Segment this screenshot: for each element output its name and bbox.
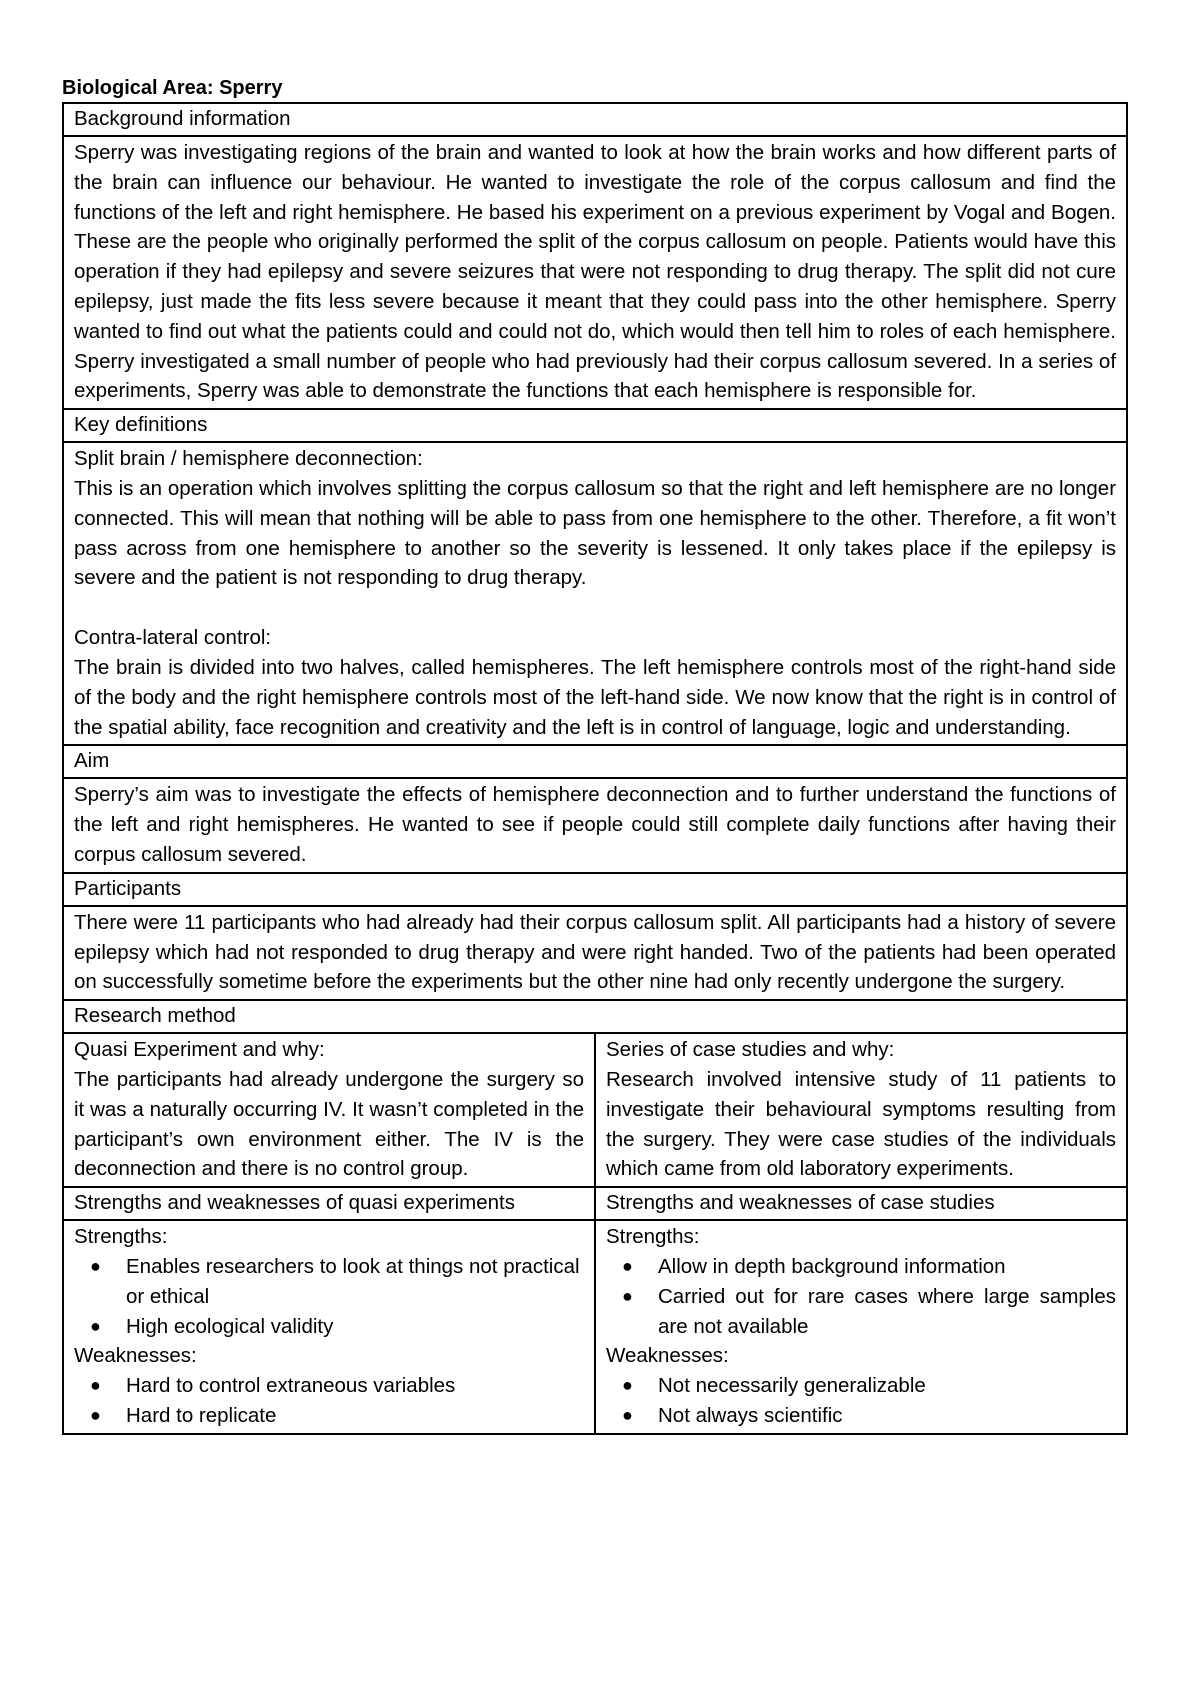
bullet-dot-icon: ● [90,1404,101,1425]
bullet-dot-icon: ● [622,1375,633,1396]
document-title: Biological Area: Sperry [62,77,283,99]
case-strengths-list [606,1252,1116,1341]
list-item [90,1401,584,1431]
research-method-body-row [63,1033,1127,1187]
key-definitions-heading: Key definitions [63,409,1127,442]
split-brain-text: This is an operation which involves splitting the corpus callosum so that the right and left hemisphere are no longer connected. This will mean that nothing will be able to pass from one hemisphere to the other. Therefore, a fit won’t pass across from one hemisphere to another so the severity is lessened. It only takes place if the epilepsy is severe and the patient is not responding to drug therapy. [74,476,1117,590]
sw-case-cell [595,1220,1127,1434]
case-studies-cell [595,1033,1127,1187]
paragraph-gap [74,593,1116,623]
list-item-text: Not always scientific [658,1403,843,1427]
case-studies-title: Series of case studies and why: [606,1038,895,1062]
key-definitions-body-row [63,442,1127,745]
sw-case-heading: Strengths and weaknesses of case studies [595,1187,1127,1220]
quasi-experiment-cell [63,1033,595,1187]
list-item-text: Carried out for rare cases where large samples are not available [658,1284,1117,1338]
split-brain-term: Split brain / hemisphere deconnection: [74,447,423,471]
quasi-strengths-label: Strengths: [74,1225,168,1249]
list-item [622,1282,1117,1342]
participants-body-row [63,906,1127,1000]
bullet-dot-icon: ● [90,1315,101,1336]
background-body-row [63,136,1127,409]
list-item-text: Hard to replicate [126,1403,277,1427]
background-heading: Background information [63,103,1127,136]
contra-lateral-text: The brain is divided into two halves, called hemispheres. The left hemisphere controls most of the right-hand side of the body and the right hemisphere controls most of the left-hand side. We now know that the right is in control of the spatial ability, face recognition and creativity and the left is in control of language, logic and understanding. [74,655,1117,739]
background-text: Sperry was investigating regions of the brain and wanted to look at how the brain works and how different parts of the brain can influence our behaviour. He wanted to investigate the role of the corpus callosum and find the functions of the left and right hemisphere. He based his experiment on a previous experiment by Vogal and Bogen. These are the people who originally performed the split of the corpus callosum on people. Patients would have this operation if they had epilepsy and severe seizures that were not responding to drug therapy. The split did not cure epilepsy, just made the fits less severe because it meant that they could pass into the other hemisphere. Sperry wanted to find out what the patients could and could not do, which would then tell him to roles of each hemisphere. Sperry investigated a small number of people who had previously had their corpus callosum severed. In a series of experiments, Sperry was able to demonstrate the functions that each hemisphere is responsible for. [63,136,1127,409]
bullet-dot-icon: ● [622,1285,633,1306]
quasi-weaknesses-list [74,1371,584,1431]
list-item-text: Enables researchers to look at things not practical or ethical [126,1254,580,1308]
aim-heading-row [63,745,1127,778]
case-weaknesses-list [606,1371,1116,1431]
case-weaknesses-label: Weaknesses: [606,1344,729,1368]
list-item [622,1371,1116,1401]
participants-heading-row [63,873,1127,906]
list-item [90,1312,584,1342]
sw-quasi-cell [63,1220,595,1434]
case-strengths-label: Strengths: [606,1225,700,1249]
sw-body-row [63,1220,1127,1434]
bullet-dot-icon: ● [90,1255,101,1276]
list-item-text: High ecological validity [126,1314,334,1338]
bullet-dot-icon: ● [622,1404,633,1425]
list-item-text: Allow in depth background information [658,1254,1006,1278]
case-studies-text: Research involved intensive study of 11 patients to investigate their behavioural symptoms resulting from the surgery. They were case studies of the individuals which came from old laboratory experiments. [606,1067,1117,1181]
quasi-strengths-list [74,1252,584,1341]
list-item [90,1252,584,1312]
key-definitions-body [63,442,1127,745]
list-item [622,1401,1116,1431]
quasi-weaknesses-label: Weaknesses: [74,1344,197,1368]
list-item-text: Not necessarily generalizable [658,1374,926,1398]
research-method-heading: Research method [63,1000,1127,1033]
sw-heading-row [63,1187,1127,1220]
list-item [90,1371,584,1401]
document-page [62,74,1126,1435]
background-heading-row [63,103,1127,136]
aim-text: Sperry’s aim was to investigate the effects of hemisphere deconnection and to further understand the functions of the left and right hemispheres. He wanted to see if people could still complete daily functions after having their corpus callosum severed. [63,778,1127,872]
participants-text: There were 11 participants who had already had their corpus callosum split. All participants had a history of severe epilepsy which had not responded to drug therapy and were right handed. Two of the patients had been operated on successfully sometime before the experiments but the other nine had only recently undergone the surgery. [63,906,1127,1000]
aim-body-row [63,778,1127,872]
list-item-text: Hard to control extraneous variables [126,1374,456,1398]
research-method-heading-row [63,1000,1127,1033]
quasi-experiment-text: The participants had already undergone the surgery so it was a naturally occurring IV. It wasn’t completed in the participant’s own environment either. The IV is the deconnection and there is no control group. [74,1067,584,1181]
quasi-experiment-title: Quasi Experiment and why: [74,1038,325,1062]
study-table [62,102,1128,1435]
participants-heading: Participants [63,873,1127,906]
bullet-dot-icon: ● [622,1255,633,1276]
sw-quasi-heading: Strengths and weaknesses of quasi experiments [63,1187,595,1220]
contra-lateral-term: Contra-lateral control: [74,626,272,650]
aim-heading: Aim [63,745,1127,778]
list-item [622,1252,1116,1282]
bullet-dot-icon: ● [90,1375,101,1396]
key-definitions-heading-row [63,409,1127,442]
